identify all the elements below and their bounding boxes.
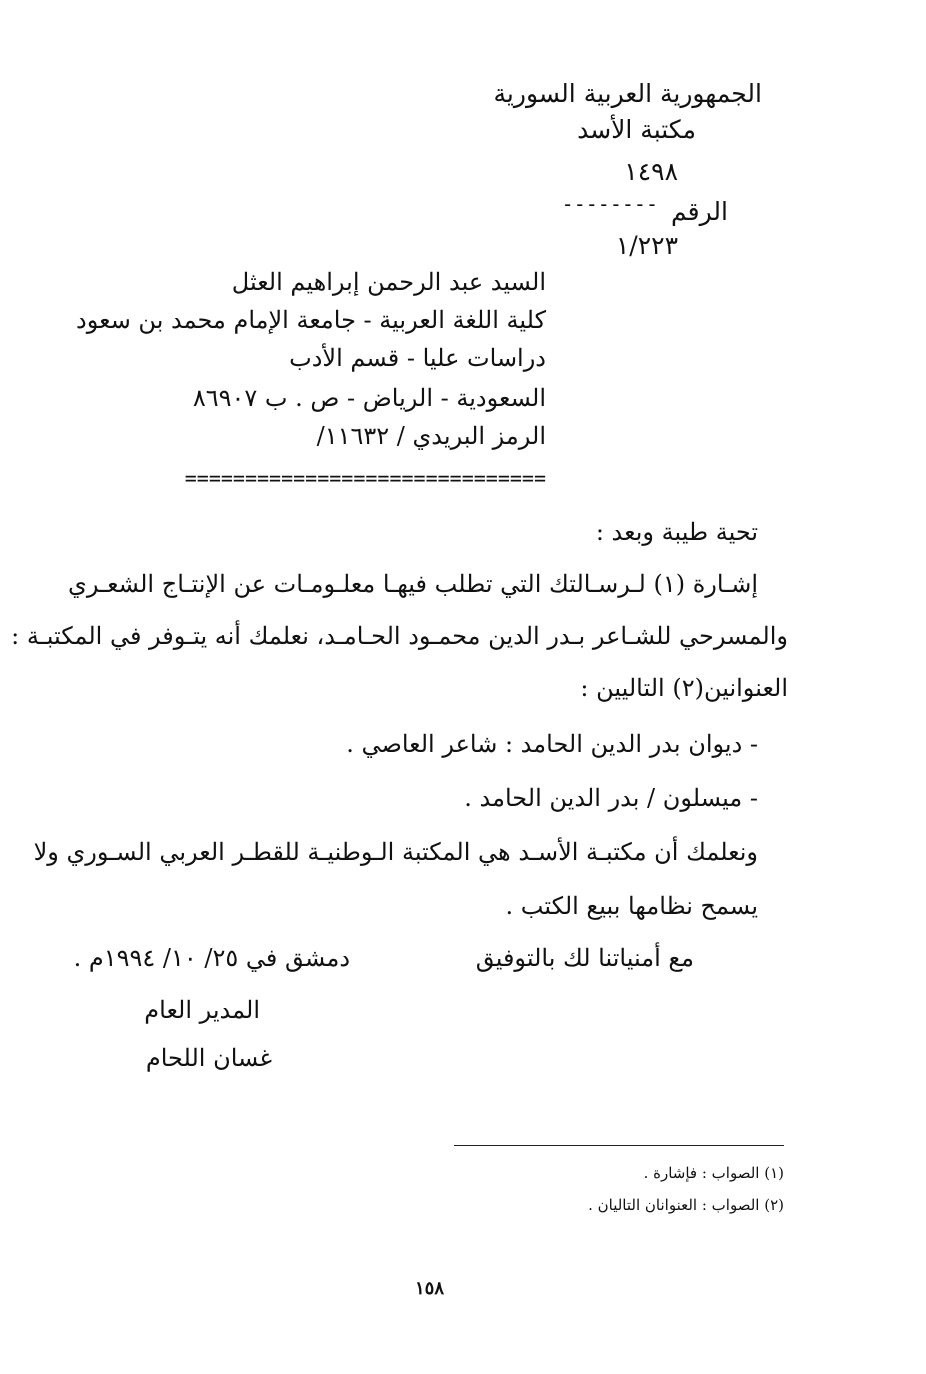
recipient-name: السيد عبد الرحمن إبراهيم العثل xyxy=(231,268,546,296)
address-separator: ============================== xyxy=(184,466,546,490)
signatory-title: المدير العام xyxy=(144,996,260,1024)
signatory-name: غسان اللحام xyxy=(145,1044,272,1072)
greeting: تحية طيبة وبعد : xyxy=(595,518,758,546)
list-item-1: - ديوان بدر الدين الحامد : شاعر العاصي . xyxy=(346,730,758,758)
reference-dashes: -------- xyxy=(561,192,658,216)
place-date: دمشق في ٢٥/ ١٠/ ١٩٩٤م . xyxy=(73,944,350,972)
paragraph-2-line-2: يسمح نظامها ببيع الكتب . xyxy=(505,892,758,920)
reference-label: الرقم xyxy=(671,197,728,226)
paragraph-1-line-3: العنوانين(٢) التاليين : xyxy=(580,674,788,702)
country-name: الجمهورية العربية السورية xyxy=(493,79,762,108)
paragraph-1-line-2: والمسرحي للشـاعر بـدر الدين محمـود الحـامـد، نعلمك أنه يتـوفر في المكتبـة : xyxy=(11,622,788,650)
footnote-rule xyxy=(454,1145,784,1146)
closing-phrase: مع أمنياتنا لك بالتوفيق xyxy=(475,944,694,972)
reference-value: ١/٢٢٣ xyxy=(615,231,678,260)
list-item-2: - ميسلون / بدر الدين الحامد . xyxy=(464,784,758,812)
recipient-city-pobox: السعودية - الرياض - ص . ب ٨٦٩٠٧ xyxy=(192,384,546,412)
recipient-postal-code: الرمز البريدي / ١١٦٣٢/ xyxy=(316,422,546,450)
page-number: ١٥٨ xyxy=(414,1278,444,1299)
recipient-department: دراسات عليا - قسم الأدب xyxy=(289,344,546,372)
letter-number: ١٤٩٨ xyxy=(624,157,678,186)
footnote-2: (٢) الصواب : العنوانان التاليان . xyxy=(588,1196,784,1214)
recipient-college: كلية اللغة العربية - جامعة الإمام محمد بن سعود xyxy=(76,306,546,334)
paragraph-2-line-1: ونعلمك أن مكتبـة الأسـد هي المكتبة الـوطنيـة للقطـر العربي السـوري ولا xyxy=(33,838,758,866)
footnote-1: (١) الصواب : فإشارة . xyxy=(643,1164,784,1182)
library-name: مكتبة الأسد xyxy=(577,115,696,144)
paragraph-1-line-1: إشـارة (١) لـرسـالتك التي تطلب فيهـا معلـومـات عن الإنتـاج الشعـري xyxy=(68,570,758,598)
